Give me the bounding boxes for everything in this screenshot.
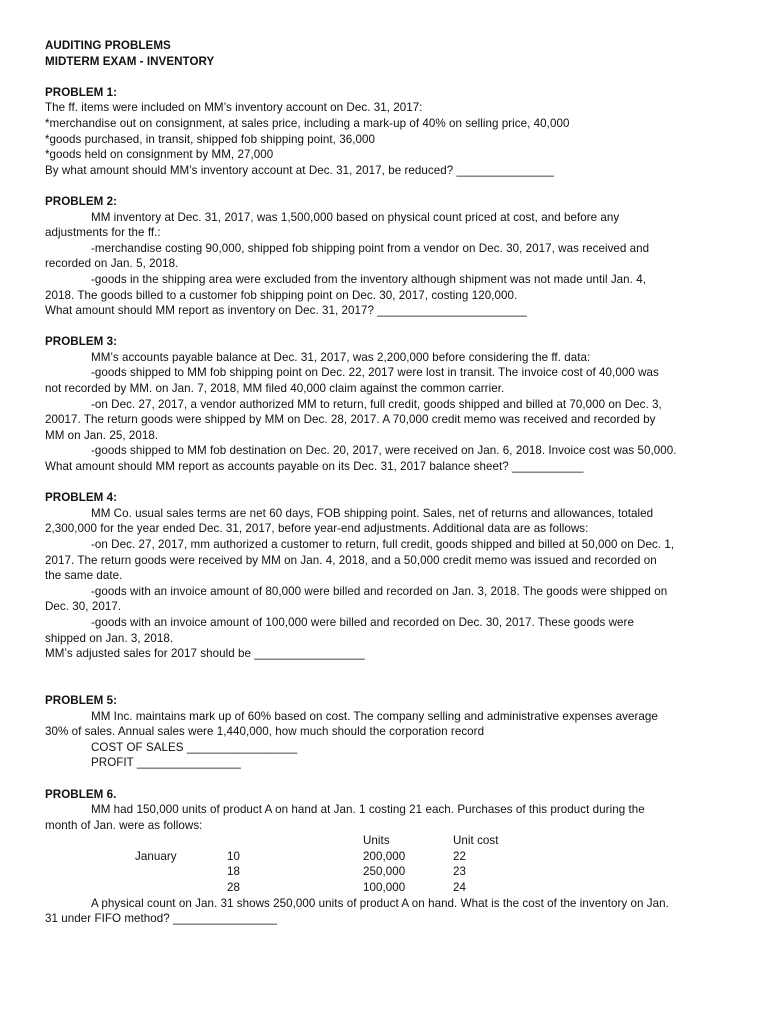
problem-question: MM’s adjusted sales for 2017 should be _________________ xyxy=(45,647,365,661)
problem-question: What amount should MM report as inventory on Dec. 31, 2017? _______________________ xyxy=(45,304,527,318)
problem-text: *goods purchased, in transit, shipped fob shipping point, 36,000 xyxy=(45,132,375,146)
answer-cost-of-sales: COST OF SALES _________________ xyxy=(91,740,298,754)
doc-header-exam: MIDTERM EXAM - INVENTORY xyxy=(45,54,215,68)
problem-text: Dec. 30, 2017. xyxy=(45,600,122,614)
problem-text: 2,300,000 for the year ended Dec. 31, 2017, before year-end adjustments. Additional data are as follows: xyxy=(45,522,589,536)
problem-text: shipped on Jan. 3, 2018. xyxy=(45,631,174,645)
problem-question: What amount should MM report as accounts payable on its Dec. 31, 2017 balance sheet? ___________ xyxy=(45,460,584,474)
table-cell: 28 xyxy=(227,881,240,895)
problem-question: By what amount should MM’s inventory account at Dec. 31, 2017, be reduced? _______________ xyxy=(45,163,554,177)
exam-page xyxy=(45,38,735,927)
table-cell: 24 xyxy=(453,881,466,895)
problem-text: recorded on Jan. 5, 2018. xyxy=(45,257,179,271)
table-cell xyxy=(135,880,227,896)
problem-text: The ff. items were included on MM’s inventory account on Dec. 31, 2017: xyxy=(45,101,423,115)
problem-text: not recorded by MM. on Jan. 7, 2018, MM filed 40,000 claim against the common carrier. xyxy=(45,382,505,396)
problem-1 xyxy=(45,85,735,179)
table-cell: 10 xyxy=(227,849,240,863)
table-cell: 250,000 xyxy=(363,865,406,879)
table-row xyxy=(135,849,533,865)
problem-text: -goods in the shipping area were excluded from the inventory although shipment was not made until Jan. 4, xyxy=(91,272,646,286)
problem-text: -goods with an invoice amount of 100,000 were billed and recorded on Dec. 30, 2017. These goods were xyxy=(91,615,634,629)
problem-text: 30% of sales. Annual sales were 1,440,000, how much should the corporation record xyxy=(45,725,485,739)
problem-5 xyxy=(45,693,735,771)
problem-text: 2018. The goods billed to a customer fob shipping point on Dec. 30, 2017, costing 120,000. xyxy=(45,288,518,302)
problem-text: -merchandise costing 90,000, shipped fob shipping point from a vendor on Dec. 30, 2017, was received and xyxy=(91,241,650,255)
problem-text: MM had 150,000 units of product A on hand at Jan. 1 costing 21 each. Purchases of this product during the xyxy=(91,803,645,817)
table-cell: 18 xyxy=(227,865,240,879)
table-header-cell: Unit cost xyxy=(453,834,499,848)
problem-text: month of Jan. were as follows: xyxy=(45,818,203,832)
table-cell: 23 xyxy=(453,865,466,879)
table-cell: January xyxy=(135,849,177,863)
problem-text: MM’s accounts payable balance at Dec. 31, 2017, was 2,200,000 before considering the ff. data: xyxy=(91,350,591,364)
table-cell: 22 xyxy=(453,849,466,863)
table-header-cell xyxy=(135,833,227,849)
problem-6 xyxy=(45,787,735,927)
answer-profit: PROFIT ________________ xyxy=(91,756,241,770)
problem-text: 2017. The return goods were received by MM on Jan. 4, 2018, and a 50,000 credit memo was issued and recorded on xyxy=(45,553,657,567)
problem-title: PROBLEM 5: xyxy=(45,693,117,707)
problem-text: -goods shipped to MM fob destination on Dec. 20, 2017, were received on Jan. 6, 2018. Invoice cost was 50,000. xyxy=(91,444,677,458)
problem-3 xyxy=(45,334,735,474)
problem-title: PROBLEM 1: xyxy=(45,85,117,99)
problem-text: -goods with an invoice amount of 80,000 were billed and recorded on Jan. 3, 2018. The goods were shipped on xyxy=(91,584,668,598)
table-row xyxy=(135,864,533,880)
problem-text: -on Dec. 27, 2017, mm authorized a customer to return, full credit, goods shipped and billed at 50,000 on Dec. 1, xyxy=(91,538,675,551)
table-cell: 100,000 xyxy=(363,881,406,895)
problem-text: -on Dec. 27, 2017, a vendor authorized MM to return, full credit, goods shipped and billed at 70,000 on Dec. 3, xyxy=(91,397,662,411)
problem-text: MM inventory at Dec. 31, 2017, was 1,500,000 based on physical count priced at cost, and before any xyxy=(91,210,620,224)
problem-text: -goods shipped to MM fob shipping point on Dec. 22, 2017 were lost in transit. The invoice cost of 40,000 was xyxy=(91,366,659,380)
problem-title: PROBLEM 2: xyxy=(45,194,117,208)
problem-text: A physical count on Jan. 31 shows 250,000 units of product A on hand. What is the cost of the inventory on Jan. xyxy=(91,896,669,910)
table-cell xyxy=(135,864,227,880)
problem-title: PROBLEM 3: xyxy=(45,335,117,349)
problem-text: MM Inc. maintains mark up of 60% based on cost. The company selling and administrative expenses average xyxy=(91,709,658,723)
problem-text: adjustments for the ff.: xyxy=(45,226,161,240)
table-header-row xyxy=(135,833,533,849)
problem-text: MM Co. usual sales terms are net 60 days, FOB shipping point. Sales, net of returns and allowances, totaled xyxy=(91,506,654,520)
table-header-cell: Units xyxy=(363,834,390,848)
table-row xyxy=(135,880,533,896)
problem-2 xyxy=(45,194,735,319)
doc-header-course: AUDITING PROBLEMS xyxy=(45,39,171,52)
purchases-table xyxy=(135,833,533,895)
table-cell: 200,000 xyxy=(363,849,406,863)
problem-text: *merchandise out on consignment, at sales price, including a mark-up of 40% on selling price, 40,000 xyxy=(45,116,570,130)
problem-title: PROBLEM 4: xyxy=(45,491,117,505)
table-header-cell xyxy=(227,833,363,849)
problem-text: *goods held on consignment by MM, 27,000 xyxy=(45,148,274,162)
problem-question: 31 under FIFO method? ________________ xyxy=(45,912,278,926)
problem-text: MM on Jan. 25, 2018. xyxy=(45,428,159,442)
problem-title: PROBLEM 6. xyxy=(45,787,117,801)
problem-text: 20017. The return goods were shipped by MM on Dec. 28, 2017. A 70,000 credit memo was received and recorded by xyxy=(45,413,656,427)
problem-text: the same date. xyxy=(45,569,123,583)
problem-4 xyxy=(45,490,735,662)
